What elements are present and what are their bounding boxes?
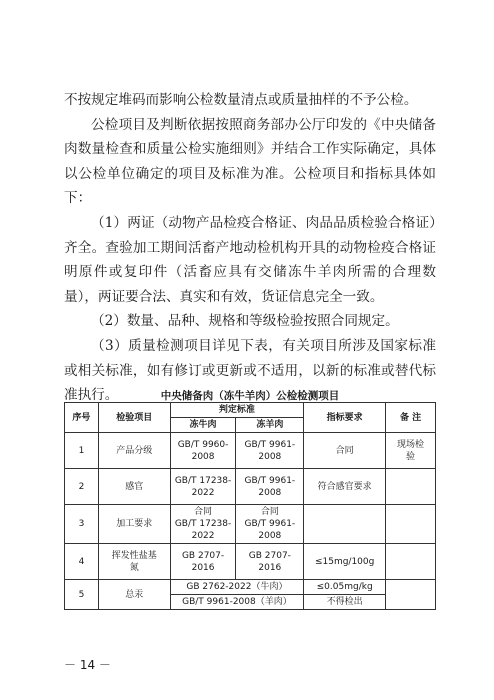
cell-indicator: ≤15mg/100g [304,544,386,580]
cell-beef [170,505,236,544]
cell-indicator-beef: ≤0.05mg/kg [304,580,386,595]
cell-item: 总汞 [98,580,170,610]
cell-mutton-line2: GB/T 9961-2008 [244,519,296,541]
cell-indicator [304,505,386,544]
cell-remark: 现场检验 [386,433,436,469]
paragraph-1: 不按规定堆码而影响公检数量清点或质量抽样的不予公检。 [64,92,418,108]
cell-mutton: GB 2707-2016 [236,544,304,580]
cell-mutton-line1: 合同 [260,507,279,517]
table-row [65,433,436,469]
header-remark: 备 注 [386,403,436,433]
inspection-table [64,402,436,610]
cell-remark [386,580,436,610]
header-criteria: 判定标准 [170,403,304,418]
cell-indicator-mutton: 不得检出 [304,595,386,610]
cell-beef-line2: GB/T 17238-2022 [174,519,232,541]
table-row [65,505,436,544]
header-indicator: 指标要求 [304,403,386,433]
paragraph-2: 公检项目及判断依据按照商务部办公厅印发的《中央储备肉数量检查和质量公检实施细则》并结合工作实际确定，具体以公检单位确定的项目及标准为准。公检项目和指标具体如下： [64,116,436,207]
cell-item: 产品分级 [98,433,170,469]
cell-indicator: 符合感官要求 [304,469,386,505]
cell-beef: GB/T 9960-2008 [170,433,236,469]
cell-indicator: 合同 [304,433,386,469]
cell-remark [386,469,436,505]
paragraph-3: （1）两证（动物产品检疫合格证、肉品品质检验合格证）齐全。查验加工期间活畜产地动检机构开具的动物检疫合格证明原件或复印件（活畜应具有交储冻牛羊肉所需的合理数量），两证要合法、真实和有效，货证信息完全一致。 [64,214,436,305]
header-item: 检验项目 [98,403,170,433]
cell-mutton: GB/T 9961-2008 [236,469,304,505]
cell-item: 加工要求 [98,505,170,544]
cell-seq: 5 [65,580,99,610]
page-number: － 14 － [64,658,111,672]
header-mutton: 冻羊肉 [236,418,304,433]
cell-remark [386,544,436,580]
cell-mutton [236,505,304,544]
cell-item: 挥发性盐基氮 [98,544,170,580]
table-title: 中央储备肉（冻牛羊肉）公检检测项目 [160,390,340,402]
paragraph-5: （3）质量检测项目详见下表，有关项目所涉及国家标准或相关标准，如有修订或更新或不适用，以新的标准或替代标准执行。 [64,337,436,404]
cell-seq: 4 [65,544,99,580]
table-row [65,544,436,580]
cell-standard-mutton: GB/T 9961-2008（羊肉） [170,595,304,610]
table-row [65,469,436,505]
paragraph-4: （2）数量、品种、规格和等级检验按照合同规定。 [91,313,399,330]
cell-standard-beef: GB 2762-2022（牛肉） [170,580,304,595]
cell-seq: 3 [65,505,99,544]
cell-beef: GB/T 17238-2022 [170,469,236,505]
header-seq: 序号 [65,403,99,433]
cell-remark [386,505,436,544]
cell-beef: GB 2707-2016 [170,544,236,580]
cell-mutton: GB/T 9961-2008 [236,433,304,469]
header-beef: 冻牛肉 [170,418,236,433]
cell-beef-line1: 合同 [194,507,213,517]
body-text [64,88,436,408]
cell-item: 感官 [98,469,170,505]
cell-seq: 1 [65,433,99,469]
table-row [65,580,436,595]
cell-seq: 2 [65,469,99,505]
